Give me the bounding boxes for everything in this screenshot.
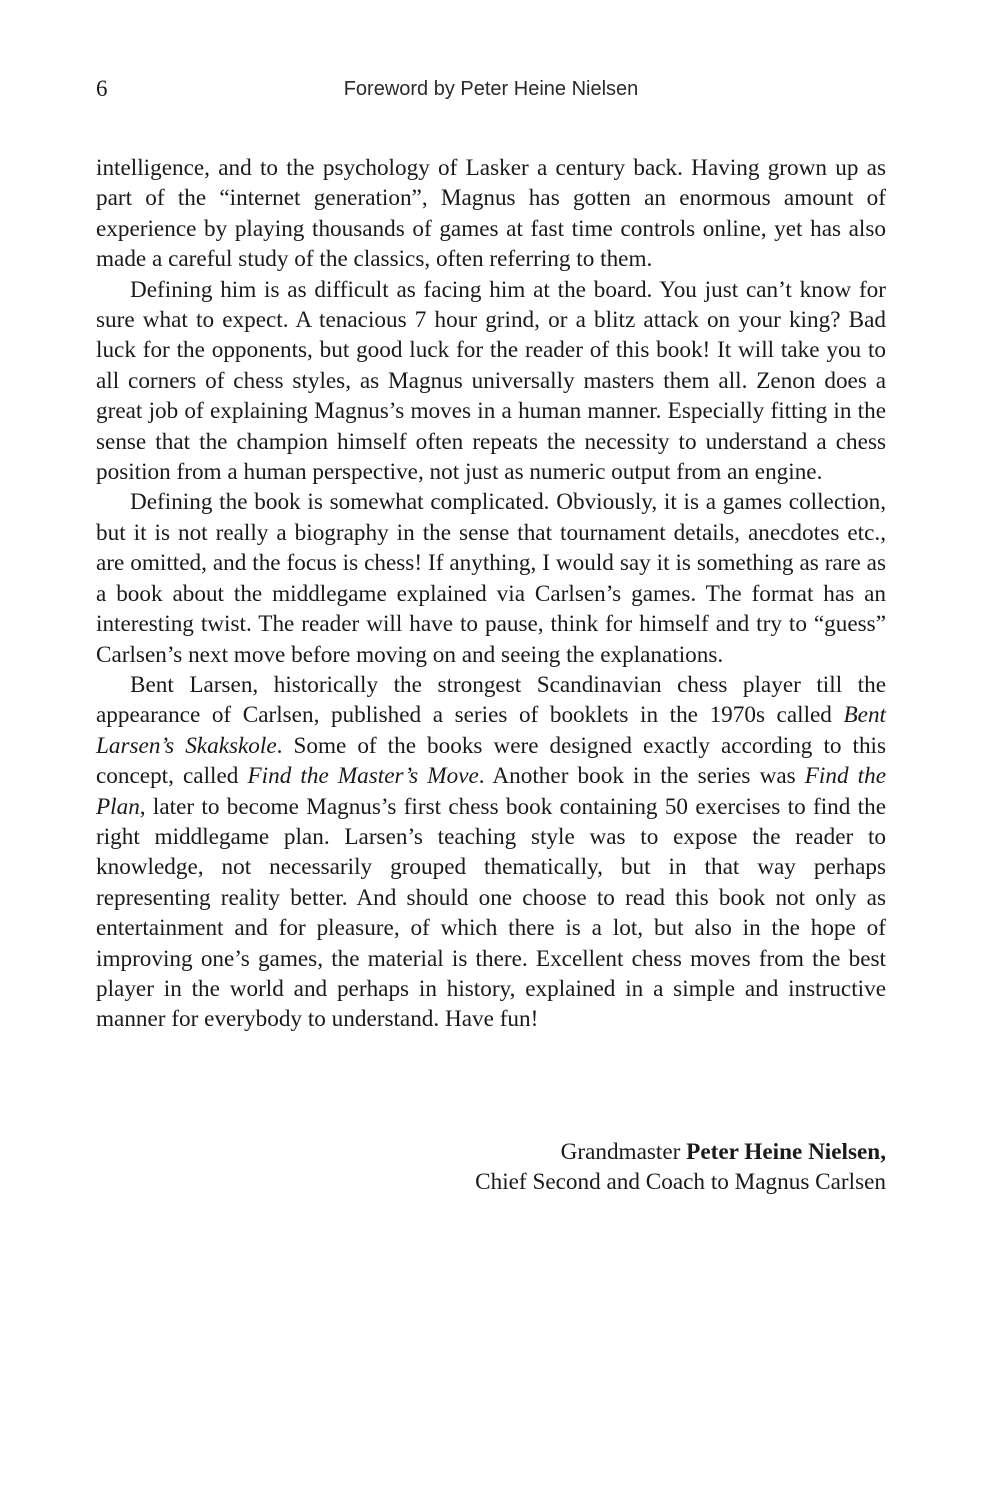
signature-block: [96, 1137, 886, 1198]
foreword-body: [96, 153, 886, 1035]
paragraph-3: Defining the book is somewhat complicated. Obviously, it is a games collection, but it is not really a biography in the sense that tournament details, anecdotes etc., are omitted, and the focus is chess! If anything, I would say it is something as rare as a book about the middlegame explained via Carlsen’s games. The format has an interesting twist. The reader will have to pause, think for himself and try to “guess” Carlsen’s next move before moving on and seeing the explanations.: [96, 489, 886, 668]
paragraph-4-text-2: . Some of the books were designed exactly according to this concept, called: [96, 732, 887, 790]
paragraph-2: Defining him is as difficult as facing him at the board. You just can’t know for sure what to expect. A tenacious 7 hour grind, or a blitz attack on your king? Bad luck for the opponents, but good luck for the reader of this book! It will take you to all corners of chess styles, as Magnus universally masters them all. Zenon does a great job of explaining Magnus’s moves in a human manner. Especially fitting in the sense that the champion himself often repeats the necessity to understand a chess position from a human perspective, not just as numeric output from an engine.: [96, 276, 886, 486]
signature-role: Chief Second and Coach to Magnus Carlsen: [475, 1169, 886, 1196]
paragraph-4-text-1: Bent Larsen, historically the strongest Scandinavian chess player till the appearance of Carlsen, published a series of booklets in the 1970s called: [96, 671, 886, 729]
book-title-find-the-plan: Find the Plan: [96, 763, 887, 820]
running-head-title: Foreword by Peter Heine Nielsen: [343, 78, 639, 100]
book-title-find-the-masters-move: Find the Master’s Move: [247, 763, 479, 790]
paragraph-1: intelligence, and to the psychology of Lasker a century back. Having grown up as part of the “internet generation”, Magnus has gotten an enormous amount of experience by playing thousands of games at fast time controls online, yet has also made a careful study of the classics, often referring to them.: [96, 155, 886, 273]
paragraph-4-text-3: . Another book in the series was: [478, 763, 805, 790]
signature-line-1: [96, 1137, 886, 1167]
running-head: [96, 74, 886, 104]
book-title-skakskole: Bent Larsen’s Skakskole: [96, 702, 886, 759]
page-number: 6: [96, 76, 108, 101]
signature-prefix: Grandmaster: [560, 1139, 687, 1165]
paragraph-4: [96, 670, 886, 1035]
signature-name: Peter Heine Nielsen,: [686, 1139, 886, 1165]
paragraph-4-text-4: , later to become Magnus’s first chess book containing 50 exercises to find the right middlegame plan. Larsen’s teaching style was to expose the reader to knowledge, not necessarily grouped thematically, but in that way perhaps representing reality better. And should one choose to read this book not only as entertainment and for pleasure, of which there is a lot, but also in the hope of improving one’s games, the material is there. Excellent chess moves from the best player in the world and perhaps in history, explained in a simple and instructive manner for everybody to understand. Have fun!: [96, 793, 886, 1033]
